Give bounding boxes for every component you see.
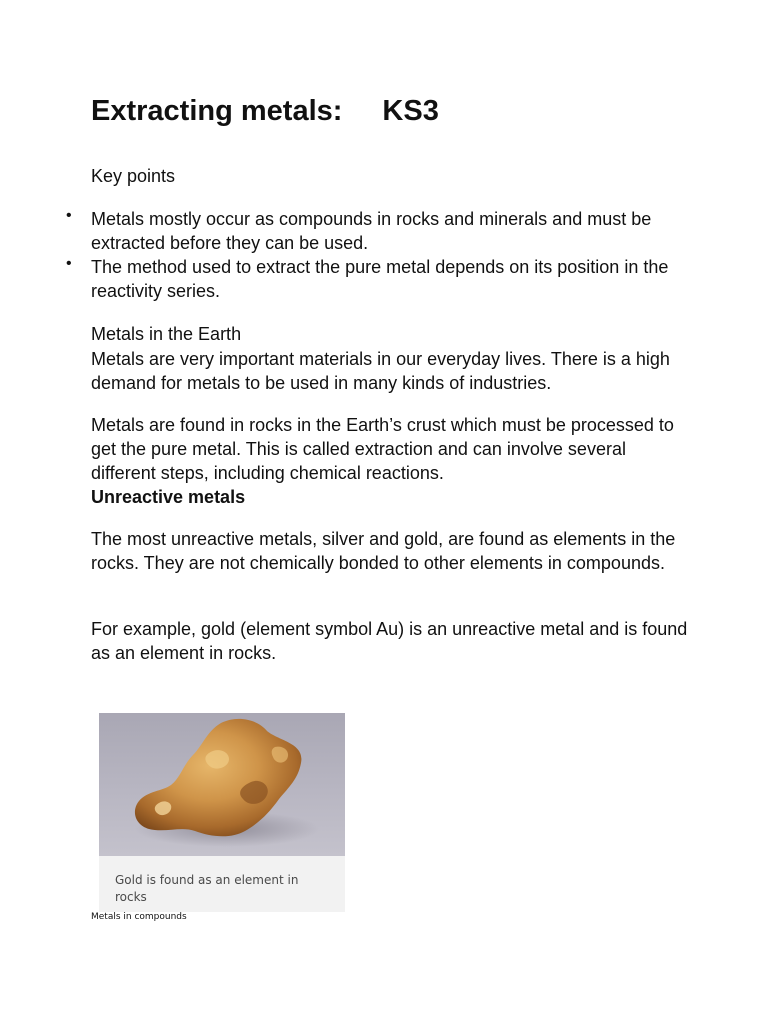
figure-caption: Gold is found as an element in rocks — [115, 873, 299, 904]
paragraph-unreactive-1: The most unreactive metals, silver and gold, are found as elements in the rocks. They are not chemically bonded to other elements in compounds. — [91, 529, 676, 573]
bullet-icon: • — [66, 207, 72, 224]
gold-nugget-image — [99, 713, 345, 856]
list-item — [66, 255, 691, 303]
title-text: Extracting metals: — [91, 95, 343, 127]
key-points-list — [66, 207, 691, 303]
section-heading-unreactive: Unreactive metals — [91, 487, 246, 507]
list-item — [66, 207, 691, 255]
paragraph-earth-2: Metals are found in rocks in the Earth’s crust which must be processed to get the pure metal. This is called extraction and can involve several different steps, including chemical reactions. — [91, 415, 674, 483]
title-level: KS3 — [382, 95, 439, 127]
gold-figure — [99, 713, 345, 912]
section-heading-earth: Metals in the Earth — [91, 324, 242, 344]
page-title — [91, 93, 439, 129]
bullet-text: The method used to extract the pure metal depends on its position in the reactivity series. — [91, 257, 669, 301]
paragraph-earth-1: Metals are very important materials in our everyday lives. There is a high demand for metals to be used in many kinds of industries. — [91, 349, 670, 393]
key-points-heading: Key points — [91, 166, 176, 186]
paragraph-unreactive-2: For example, gold (element symbol Au) is an unreactive metal and is found as an element in rocks. — [91, 619, 688, 663]
bullet-text: Metals mostly occur as compounds in rocks and minerals and must be extracted before they can be used. — [91, 209, 652, 253]
section-heading-compounds: Metals in compounds — [91, 912, 187, 922]
bullet-icon: • — [66, 255, 72, 272]
